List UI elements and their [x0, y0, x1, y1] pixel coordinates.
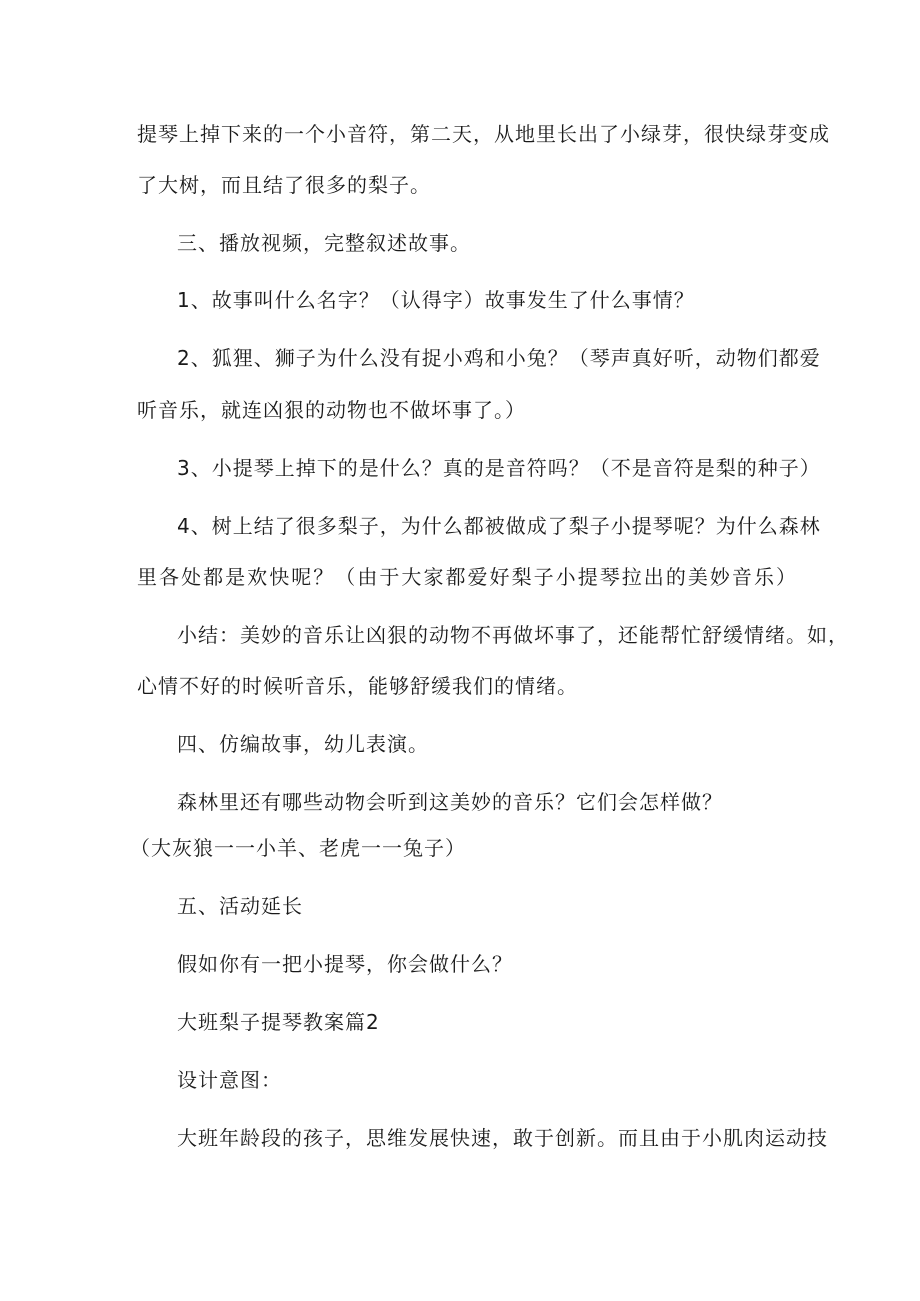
paragraph-line: （大灰狼一一小羊、老虎一一兔子）	[130, 836, 466, 860]
paragraph-line: 森林里还有哪些动物会听到这美妙的音乐？它们会怎样做？	[177, 790, 723, 814]
question-item: 4、树上结了很多梨子，为什么都被做成了梨子小提琴呢？为什么森林	[177, 514, 821, 538]
question-item: 2、狐狸、狮子为什么没有捉小鸡和小兔？（琴声真好听，动物们都爱	[177, 346, 821, 370]
paragraph-line: 里各处都是欢快呢？（由于大家都爱好梨子小提琴拉出的美妙音乐）	[137, 565, 797, 589]
section-heading: 设计意图：	[177, 1068, 282, 1092]
paragraph-line: 听音乐，就连凶狠的动物也不做坏事了。）	[137, 398, 526, 422]
section-heading: 四、仿编故事，幼儿表演。	[177, 732, 429, 756]
question-item: 3、小提琴上掉下的是什么？真的是音符吗？（不是音符是梨的种子）	[177, 456, 821, 480]
paragraph-line: 假如你有一把小提琴，你会做什么？	[177, 952, 513, 976]
paragraph-line: 心情不好的时候听音乐，能够舒缓我们的情绪。	[137, 674, 578, 698]
paragraph-line: 大班年龄段的孩子，思维发展快速，敢于创新。而且由于小肌肉运动技	[177, 1126, 828, 1150]
section-heading: 三、播放视频，完整叙述故事。	[177, 231, 471, 255]
paragraph-line: 了大树，而且结了很多的梨子。	[137, 173, 431, 197]
summary-paragraph: 小结：美妙的音乐让凶狠的动物不再做坏事了，还能帮忙舒缓情绪。如，	[177, 623, 849, 647]
document-title: 大班梨子提琴教案篇2	[177, 1010, 380, 1034]
question-item: 1、故事叫什么名字？（认得字）故事发生了什么事情？	[177, 288, 695, 312]
section-heading: 五、活动延长	[177, 894, 303, 918]
paragraph-line: 提琴上掉下来的一个小音符，第二天，从地里长出了小绿芽，很快绿芽变成	[137, 122, 830, 146]
